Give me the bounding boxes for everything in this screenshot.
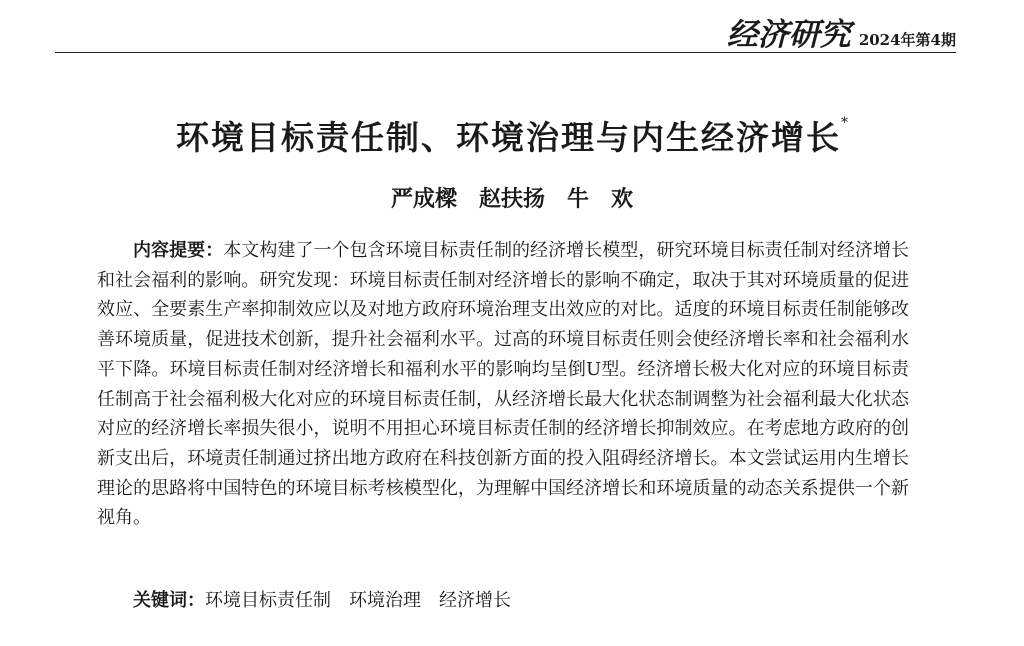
keywords-text: 环境目标责任制 环境治理 经济增长 bbox=[205, 590, 511, 611]
journal-name: 经济研究 bbox=[726, 17, 851, 53]
author-list: 严成樑 赵扶扬 牛 欢 bbox=[390, 186, 633, 212]
page-header bbox=[55, 10, 956, 53]
article-title bbox=[0, 98, 1024, 163]
title-footnote-mark: * bbox=[841, 115, 848, 131]
keywords bbox=[133, 586, 511, 616]
abstract bbox=[97, 236, 909, 533]
abstract-label: 内容提要： bbox=[133, 240, 224, 261]
abstract-text: 本文构建了一个包含环境目标责任制的经济增长模型，研究环境目标责任制对经济增长和社会福利的影响。研究发现：环境目标责任制对经济增长的影响不确定，取决于其对环境质量的促进效应、全要素生产率抑制效应以及对地方政府环境治理支出效应的对比。适度的环境目标责任制能够改善环境质量，促进技术创新，提升社会福利水平。过高的环境目标责任则会使经济增长率和社会福利水平下降。环境目标责任制对经济增长和福利水平的影响均呈倒U型。经济增长极大化对应的环境目标责任制高于社会福利极大化对应的环境目标责任制，从经济增长最大化状态制调整为社会福利最大化状态对应的经济增长率损失很小，说明不用担心环境目标责任制的经济增长抑制效应。在考虑地方政府的创新支出后，环境责任制通过挤出地方政府在科技创新方面的投入阻碍经济增长。本文尝试运用内生增长理论的思路将中国特色的环境目标考核模型化，为理解中国经济增长和环境质量的动态关系提供一个新视角。 bbox=[97, 240, 910, 529]
keywords-label: 关键词： bbox=[133, 590, 205, 611]
issue-number: 2024年第4期 bbox=[858, 31, 956, 49]
journal-info bbox=[727, 18, 956, 52]
title-text: 环境目标责任制、环境治理与内生经济增长 bbox=[176, 118, 841, 157]
